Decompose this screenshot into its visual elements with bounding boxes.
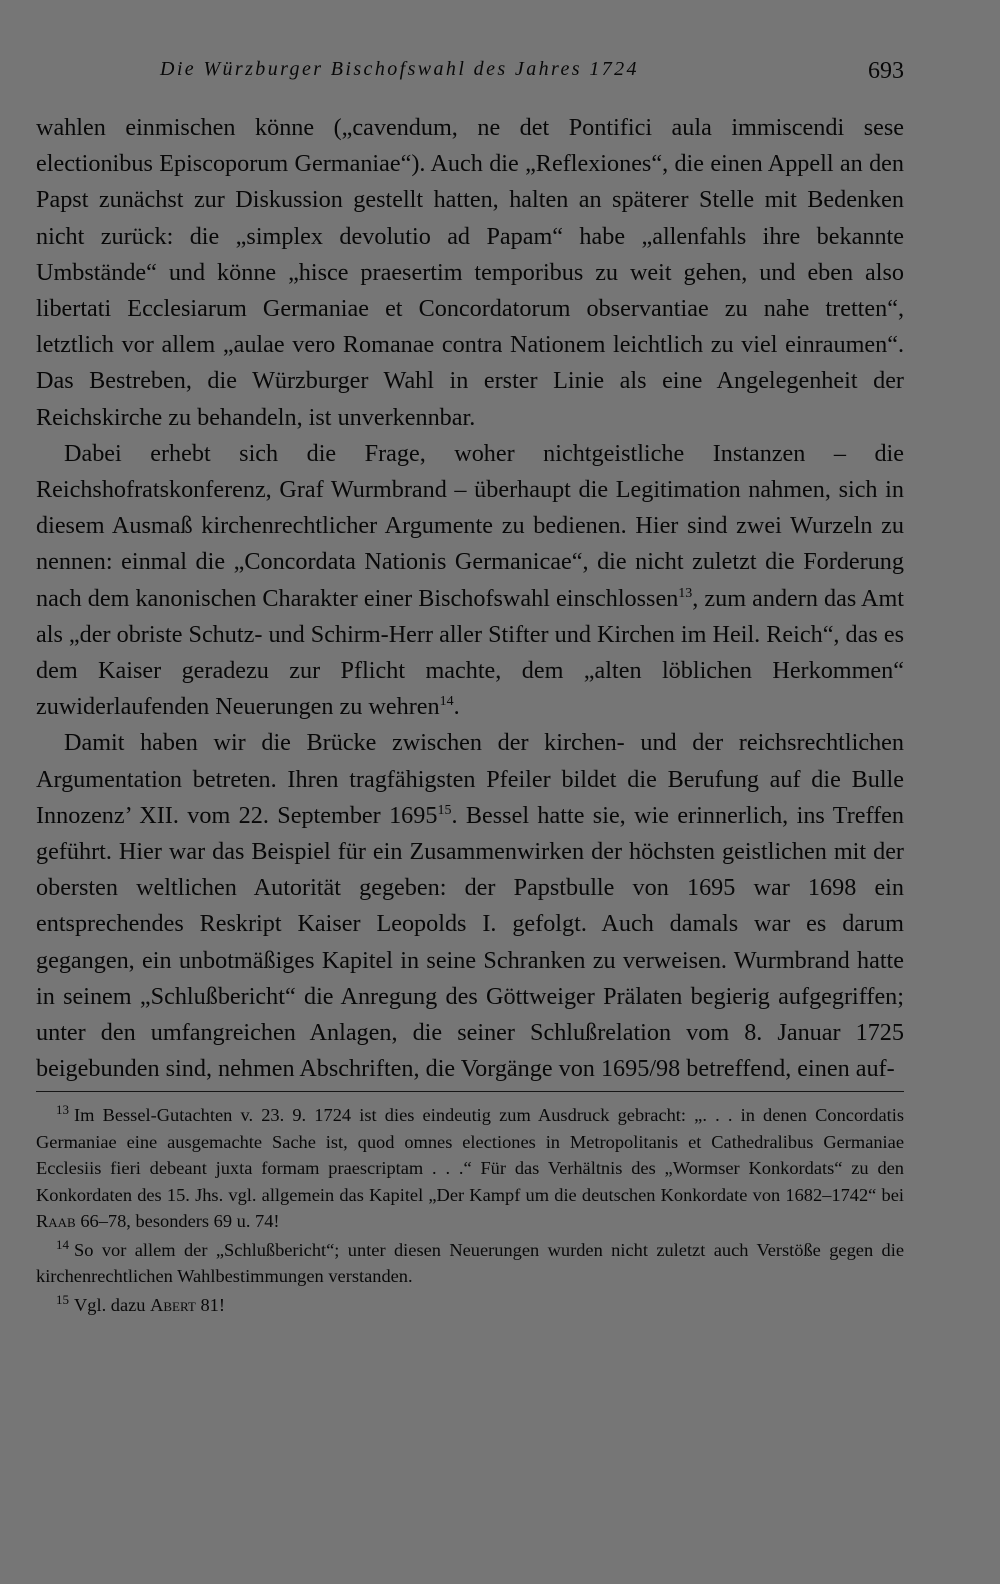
footnote-text: Im Bessel-Gutachten v. 23. 9. 1724 ist dies eindeutig zum Ausdruck gebracht: „. . . in denen Concordatis Germaniae eine ausgemachte Sache ist, quod omnes electiones in Metropolitanis et Cathedralibus Germaniae Ecclesiis fieri debeant juxta formam praescriptam . . .“ Für das Verhältnis des „Wormser Konkordats“ zu den Konkordaten des 15. Jhs. vgl. allgemein das Kapitel „Der Kampf um die deutschen Konkordate von 1682–1742“ bei [36, 1105, 904, 1205]
author-name: Raab [36, 1211, 76, 1232]
footnote-reference: 13 [678, 585, 693, 601]
footnote-separator [36, 1091, 904, 1092]
footnote-text: 66–78, besonders 69 u. 74! [75, 1211, 280, 1232]
paragraph-text: . [453, 693, 460, 721]
paragraph [36, 110, 904, 436]
running-title: Die Würzburger Bischofswahl des Jahres 1724 [160, 58, 639, 80]
footnote-text: 81! [195, 1294, 225, 1315]
paragraph-text: wahlen einmischen könne („cavendum, ne det Pontifici aula immiscendi sese electionibus Episcoporum Germaniae“). Auch die „Reflexiones“, die einen Appell an den Papst zunächst zur Diskussion gestellt hatten, halten an späterer Stelle mit Bedenken nicht zurück: die „simplex devolutio ad Papam“ habe „allenfahls ihre bekannte Umbstände“ und könne „hisce praesertim temporibus zu weit gehen, und eben also libertati Ecclesiarum Germaniae et Concordatorum observantiae zu nahe tretten“, letztlich vor allem „aulae vero Romanae contra Nationem leichtlich zu viel einraumen“. Das Bestreben, die Würzburger Wahl in erster Linie als eine Angelegenheit der Reichskirche zu behandeln, ist unverkennbar. [36, 114, 904, 431]
page-number: 693 [868, 58, 904, 84]
paragraph-text: Dabei erhebt sich die Frage, woher nichtgeistliche Instanzen – die Reichshofratskonferenz, Graf Wurmbrand – überhaupt die Legitimation nahmen, sich in diesem Ausmaß kirchenrechtlicher Argumente zu bedienen. Hier sind zwei Wurzeln zu nennen: einmal die „Concordata Nationis Germanicae“, die nicht zuletzt die Forderung nach dem kanonischen Charakter einer Bischofswahl einschlossen [36, 439, 904, 612]
author-name: Abert [150, 1294, 196, 1315]
running-head [36, 52, 904, 92]
book-page [36, 52, 904, 1320]
footnote [36, 1292, 904, 1319]
footnote-number: 15 [56, 1291, 69, 1307]
paragraph-text: , zum andern das Amt als „der obriste Schutz- und Schirm-Herr aller Stifter und Kirchen im Heil. Reich“, das es dem Kaiser geradezu zur Pflicht machte, dem „alten löblichen Herkommen“ zuwiderlaufenden Neuerungen zu wehren [36, 584, 905, 721]
footnote-number: 13 [56, 1102, 69, 1118]
main-text [36, 110, 904, 1087]
footnote-number: 14 [56, 1236, 69, 1252]
footnote-text: So vor allem der „Schlußbericht“; unter diesen Neuerungen wurden nicht zuletzt auch Verstöße gegen die kirchenrechtlichen Wahlbestimmungen verstanden. [36, 1239, 904, 1287]
footnotes [36, 1102, 904, 1318]
footnote-reference: 14 [439, 694, 454, 710]
footnote [36, 1237, 904, 1290]
footnote-reference: 15 [437, 802, 452, 818]
paragraph-text: . Bessel hatte sie, wie erinnerlich, ins Treffen geführt. Hier war das Beispiel für ein Zusammenwirken der höchsten geistlichen mit der obersten weltlichen Autorität gegeben: der Papstbulle von 1695 war 1698 ein entsprechendes Reskript Kaiser Leopolds I. gefolgt. Auch damals war es darum gegangen, ein unbotmäßiges Kapitel in seine Schranken zu verweisen. Wurmbrand hatte in seinem „Schlußbericht“ die Anregung des Göttweiger Prälaten begierig aufgegriffen; unter den umfangreichen Anlagen, die seiner Schlußrelation vom 8. Januar 1725 beigebunden sind, nehmen Abschriften, die Vorgänge von 1695/98 betreffend, einen auf- [36, 801, 904, 1083]
paragraph [36, 436, 904, 726]
footnote [36, 1102, 904, 1235]
paragraph-text: Damit haben wir die Brücke zwischen der kirchen- und der reichsrechtlichen Argumentation betreten. Ihren tragfähigsten Pfeiler bildet die Berufung auf die Bulle Innozenz’ XII. vom 22. September 1695 [36, 729, 904, 829]
paragraph [36, 725, 904, 1087]
footnote-text: Vgl. dazu [74, 1294, 151, 1315]
